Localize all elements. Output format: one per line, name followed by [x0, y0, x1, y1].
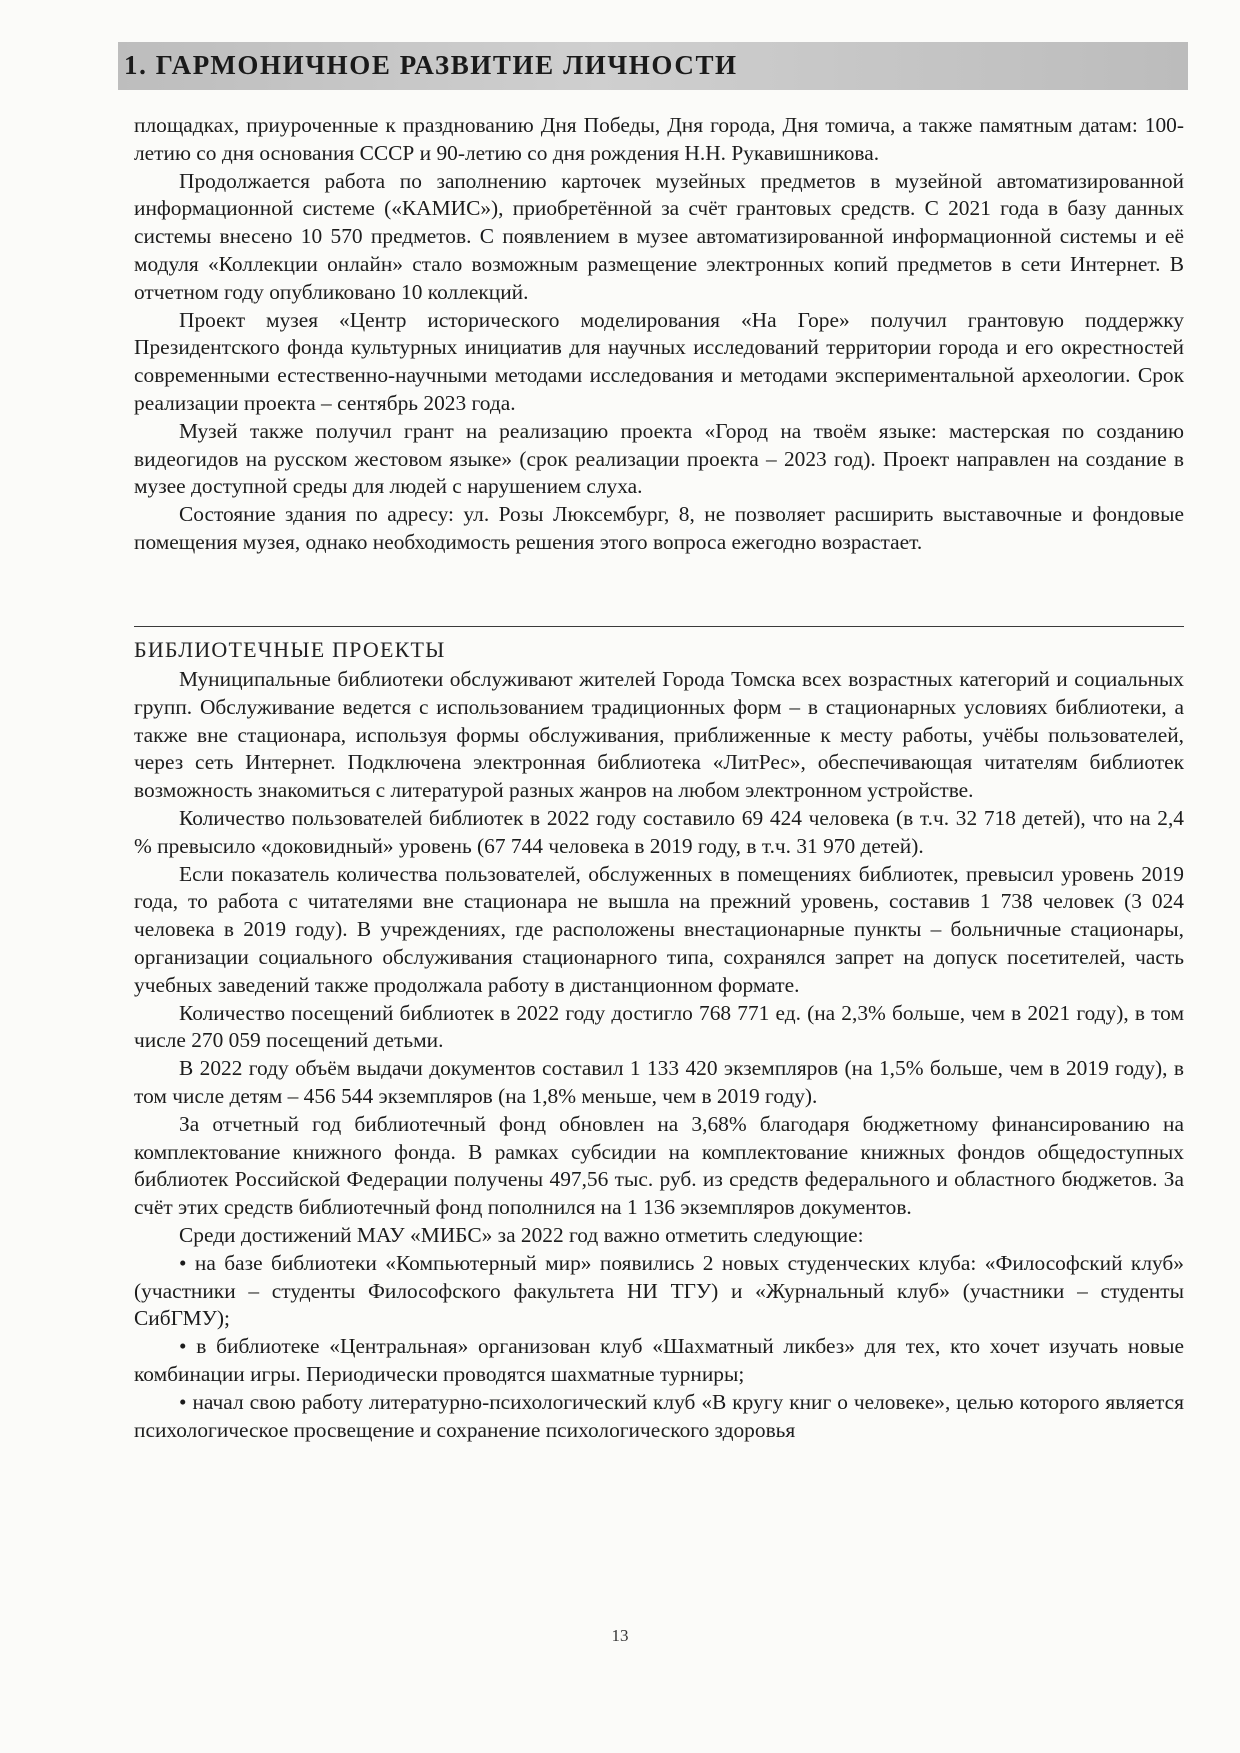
- section-heading: БИБЛИОТЕЧНЫЕ ПРОЕКТЫ: [134, 637, 446, 662]
- section-body: [134, 666, 1184, 1444]
- paragraph: В 2022 году объём выдачи документов составил 1 133 420 экземпляров (на 1,5% больше, чем в 2019 году), в том числе детям – 456 544 экземпляров (на 1,8% меньше, чем в 2019 году).: [134, 1056, 1184, 1108]
- chapter-header-bar: [118, 42, 1188, 90]
- paragraph: За отчетный год библиотечный фонд обновлен на 3,68% благодаря бюджетному финансированию на комплектование книжного фонда. В рамках субсидии на комплектование книжных фондов общедоступных библиотек Российской Федерации получены 497,56 тыс. руб. из средств федерального и областного бюджетов. За счёт этих средств библиотечный фонд пополнился на 1 136 экземпляров документов.: [134, 1111, 1184, 1220]
- paragraph: Среди достижений МАУ «МИБС» за 2022 год важно отметить следующие:: [179, 1222, 864, 1247]
- top-paragraph-block: [134, 112, 1184, 557]
- chapter-title: 1. ГАРМОНИЧНОЕ РАЗВИТИЕ ЛИЧНОСТИ: [124, 50, 738, 80]
- paragraph: Состояние здания по адресу: ул. Розы Люксембург, 8, не позволяет расширить выставочные и фондовые помещения музея, однако необходимость решения этого вопроса ежегодно возрастает.: [134, 502, 1184, 554]
- paragraph: Количество пользователей библиотек в 2022 году составило 69 424 человека (в т.ч. 32 718 детей), что на 2,4 % превысило «доковидный» уровень (67 744 человека в 2019 году, в т.ч. 31 970 детей).: [134, 805, 1184, 858]
- paragraph: Продолжается работа по заполнению карточек музейных предметов в музейной автоматизированной информационной системе («КАМИС»), приобретённой за счёт грантовых средств. С 2021 года в базу данных системы внесено 10 570 предметов. С появлением в музее автоматизированной информационной системы и её модуля «Коллекции онлайн» стало возможным размещение электронных копий предметов в сети Интернет. В отчетном году опубликовано 10 коллекций.: [134, 168, 1184, 304]
- section-divider: [134, 626, 1184, 627]
- bullet-text: на базе библиотеки «Компьютерный мир» появились 2 новых студенческих клуба: «Философский клуб» (участники – студенты Философского факультета НИ ТГУ) и «Журнальный клуб» (участники – студенты СибГМУ);: [134, 1250, 1184, 1331]
- paragraph: Если показатель количества пользователей, обслуженных в помещениях библиотек, превысил уровень 2019 года, то работа с читателями вне стационара не вышла на прежний уровень, составив 1 738 человек (3 024 человека в 2019 году). В учреждениях, где расположены внестационарные пункты – больничные стационары, организации социального обслуживания стационарного типа, сохранялся запрет на допуск посетителей, часть учебных заведений также продолжала работу в дистанционном формате.: [134, 861, 1184, 997]
- bullet-item: [134, 1250, 1184, 1333]
- bullet-icon: •: [179, 1389, 187, 1414]
- bullet-icon: •: [179, 1250, 187, 1275]
- paragraph-continuation: площадках, приуроченные к празднованию Дня Победы, Дня города, Дня томича, а также памятным датам: 100-летию со дня основания СССР и 90-летию со дня рождения Н.Н. Рукавишникова.: [134, 113, 1184, 165]
- bullet-text: в библиотеке «Центральная» организован клуб «Шахматный ликбез» для тех, кто хочет изучать новые комбинации игры. Периодически проводятся шахматные турниры;: [134, 1334, 1184, 1386]
- paragraph: Муниципальные библиотеки обслуживают жителей Города Томска всех возрастных категорий и социальных групп. Обслуживание ведется с использованием традиционных форм – в стационарных условиях библиотеки, а также вне стационара, используя формы обслуживания, приближенные к месту работы, учёбы пользователей, через сеть Интернет. Подключена электронная библиотека «ЛитРес», обеспечивающая читателям библиотек возможность знакомиться с литературой разных жанров на любом электронном устройстве.: [134, 667, 1184, 803]
- paragraph: Количество посещений библиотек в 2022 году достигло 768 771 ед. (на 2,3% больше, чем в 2021 году), в том числе 270 059 посещений детьми.: [134, 1000, 1184, 1053]
- bullet-item: [134, 1389, 1184, 1445]
- page-number: 13: [611, 1626, 629, 1645]
- bullet-text: начал свою работу литературно-психологический клуб «В кругу книг о человеке», целью которого является психологическое просвещение и сохранение психологического здоровья: [134, 1389, 1184, 1442]
- paragraph: Проект музея «Центр исторического моделирования «На Горе» получил грантовую поддержку Президентского фонда культурных инициатив для научных исследований территории города и его окрестностей современными естественно-научными методами исследования и методами экспериментальной археологии. Срок реализации проекта – сентябрь 2023 года.: [134, 307, 1184, 415]
- paragraph: Музей также получил грант на реализацию проекта «Город на твоём языке: мастерская по созданию видеогидов на русском жестовом языке» (срок реализации проекта – 2023 год). Проект направлен на создание в музее доступной среды для людей с нарушением слуха.: [134, 418, 1184, 499]
- bullet-item: [134, 1333, 1184, 1389]
- bullet-icon: •: [179, 1334, 187, 1359]
